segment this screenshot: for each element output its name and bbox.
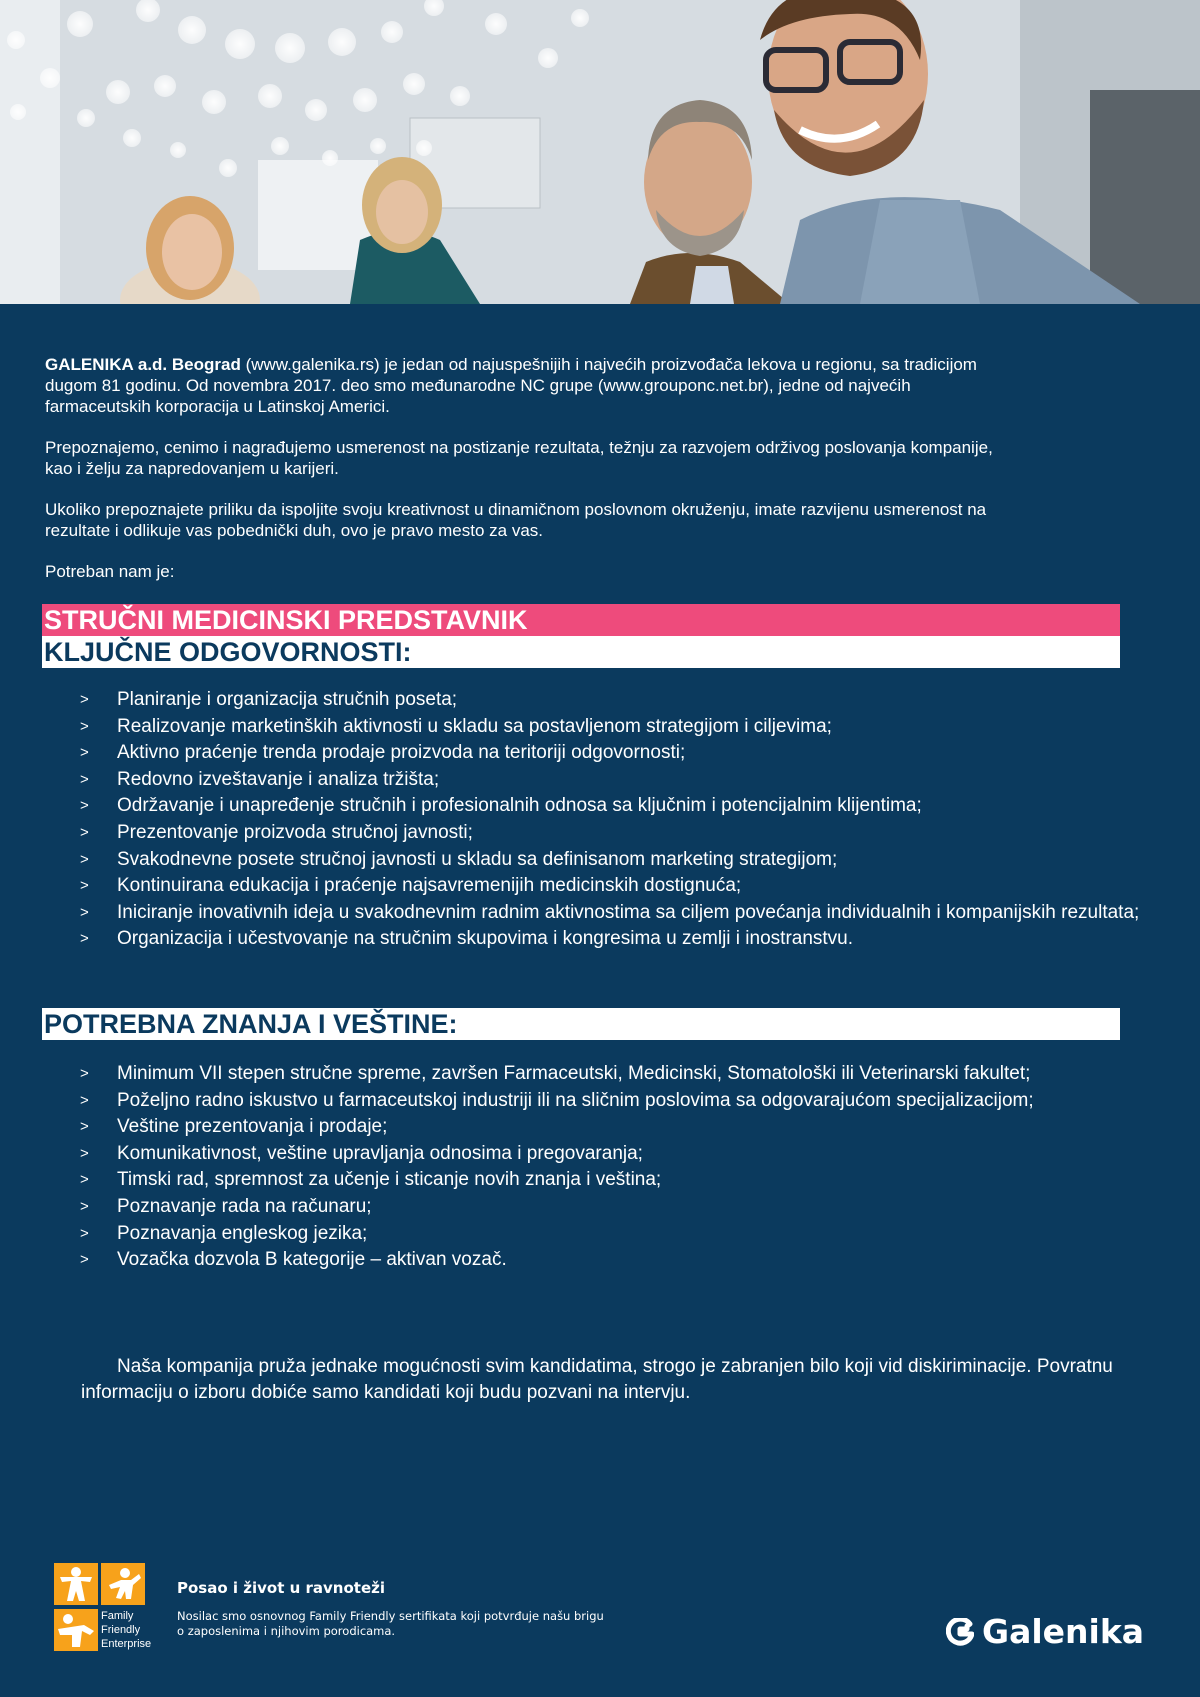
family-friendly-logo: [54, 1563, 152, 1655]
bullet-marker: >: [80, 797, 89, 815]
person-figure-icon: [54, 1563, 98, 1605]
bullet-marker: >: [80, 1224, 89, 1242]
company-name: GALENIKA a.d. Beograd: [45, 355, 241, 374]
list-item: > Aktivno praćenje trenda prodaje proizvoda na teritoriji odgovornosti;: [80, 740, 1140, 767]
list-item: > Realizovanje marketinških aktivnosti u skladu sa postavljenom strategijom i ciljevima;: [80, 714, 1140, 741]
list-item: > Održavanje i unapređenje stručnih i profesionalnih odnosa sa ključnim i potencijalnim klijentima;: [80, 793, 1140, 820]
list-item: > Iniciranje inovativnih ideja u svakodnevnim radnim aktivnostima sa ciljem povećanja individualnih i kompanijskih rezultata;: [80, 900, 1140, 927]
child-figure-icon: [101, 1563, 145, 1605]
responsibilities-heading: KLJUČNE ODGOVORNOSTI:: [42, 636, 1120, 668]
intro-paragraph-4: Potreban nam je:: [45, 562, 175, 581]
ff-headline: Posao i život u ravnoteži: [177, 1579, 385, 1597]
list-item: > Timski rad, spremnost za učenje i sticanje novih znanja i veština;: [80, 1167, 1140, 1194]
bullet-marker: >: [80, 691, 89, 708]
intro-section: [45, 354, 1125, 602]
list-item: > Poznavanja engleskog jezika;: [80, 1221, 1140, 1248]
list-item: > Minimum VII stepen stručne spreme, završen Farmaceutski, Medicinski, Stomatološki ili Veterinarski fakultet;: [80, 1061, 1140, 1088]
responsibilities-list: [80, 687, 1140, 953]
galenika-logo-icon: [946, 1618, 974, 1646]
bullet-marker: >: [80, 1118, 89, 1136]
list-item: > Veštine prezentovanja i prodaje;: [80, 1114, 1140, 1141]
bullet-marker: >: [80, 717, 89, 735]
ff-tile-1: [54, 1563, 98, 1605]
ff-tile-3: [54, 1609, 98, 1651]
bullet-marker: >: [80, 1144, 89, 1162]
bullet-marker: >: [80, 1171, 89, 1189]
job-title: STRUČNI MEDICINSKI PREDSTAVNIK: [42, 604, 1120, 636]
brand-name: Galenika: [982, 1612, 1145, 1651]
list-item: > Poznavanje rada na računaru;: [80, 1194, 1140, 1221]
ff-logo-text: Family Friendly Enterprise: [101, 1610, 152, 1650]
bullet-marker: >: [80, 823, 89, 841]
list-item: > Komunikativnost, veštine upravljanja odnosima i pregovaranja;: [80, 1141, 1140, 1168]
parent-figure-icon: [54, 1609, 98, 1651]
bullet-marker: >: [80, 930, 89, 948]
bullet-marker: >: [80, 903, 89, 921]
list-item: > Planiranje i organizacija stručnih poseta;: [80, 687, 1140, 714]
bullet-marker: >: [80, 1197, 89, 1215]
ff-tile-2: [101, 1563, 145, 1605]
hero-photo: [0, 0, 1200, 304]
office-team-photo: [0, 0, 1200, 304]
list-item: > Vozačka dozvola B kategorije – aktivan vozač.: [80, 1247, 1140, 1274]
list-item: > Organizacija i učestvovanje na stručnim skupovima i kongresima u zemlji i inostranstvu.: [80, 926, 1140, 953]
bullet-marker: >: [80, 1091, 89, 1109]
skills-list: [80, 1061, 1140, 1274]
bullet-marker: >: [80, 770, 89, 788]
intro-paragraph-3: Ukoliko prepoznajete priliku da ispoljite svoju kreativnost u dinamičnom poslovnom okruženju, imate razvijenu usmerenost na rezultate i odlikuje vas pobednički duh, ovo je pravo mesto za vas.: [45, 500, 987, 540]
intro-paragraph-1: [45, 354, 995, 417]
bullet-marker: >: [80, 744, 89, 762]
bullet-marker: >: [80, 850, 89, 868]
bullet-marker: >: [80, 1251, 89, 1269]
list-item: > Svakodnevne posete stručnoj javnosti u skladu sa definisanom marketing strategijom;: [80, 847, 1140, 874]
bullet-marker: >: [80, 1065, 89, 1082]
list-item: > Redovno izveštavanje i analiza tržišta;: [80, 767, 1140, 794]
skills-heading: POTREBNA ZNANJA I VEŠTINE:: [42, 1008, 1120, 1040]
galenika-logo: [946, 1612, 1144, 1651]
intro-paragraph-1-text: (www.galenika.rs) je jedan od najuspešnijih i najvećih proizvođača lekova u regionu, sa tradicijom dugom 81 godinu. Od novembra 2017. deo smo međunarodne NC grupe (www.grouponc.net.br), jedne od najvećih farmaceutskih korporacija u Latinskoj Americi.: [45, 355, 977, 416]
list-item: > Kontinuirana edukacija i praćenje najsavremenijih medicinskih dostignuća;: [80, 873, 1140, 900]
list-item: > Prezentovanje proizvoda stručnoj javnosti;: [80, 820, 1140, 847]
list-item: > Poželjno radno iskustvo u farmaceutskoj industriji ili na sličnim poslovima sa odgovarajućom specijalizacijom;: [80, 1088, 1140, 1115]
equal-opportunity-note: Naša kompanija pruža jednake mogućnosti svim kandidatima, strogo je zabranjen bilo koji vid diskiriminacije. Povratnu informaciju o izboru dobiće samo kandidati koji budu pozvani na intervju.: [81, 1356, 1113, 1403]
intro-paragraph-2: Prepoznajemo, cenimo i nagrađujemo usmerenost na postizanje rezultata, težnju za razvojem održivog poslovanja kompanije, kao i želju za napredovanjem u karijeri.: [45, 438, 993, 478]
bullet-marker: >: [80, 877, 89, 895]
ff-description: Nosilac smo osnovnog Family Friendly sertifikata koji potvrđuje našu brigu o zaposlenima i njihovim porodicama.: [177, 1609, 604, 1638]
